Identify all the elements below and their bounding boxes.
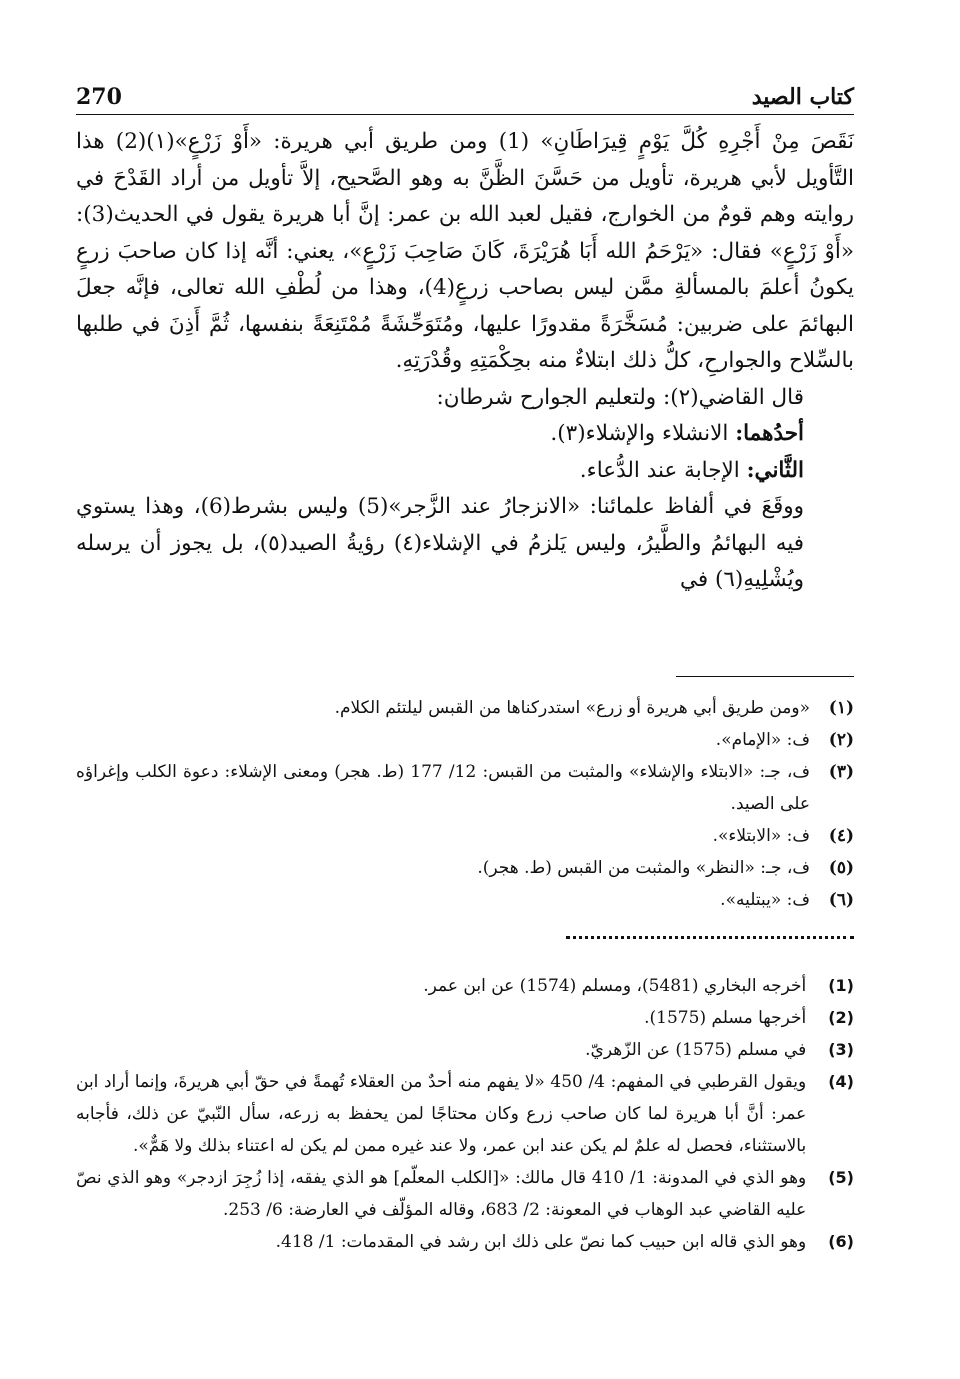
footnote-text: أخرجه البخاري (5481)، ومسلم (1574) عن ابن عمر.	[423, 976, 807, 996]
main-text	[76, 124, 854, 599]
footnote-text: أخرجها مسلم (1575).	[644, 1008, 807, 1028]
footnote-item	[76, 852, 854, 884]
footnote-number: (١)	[828, 698, 854, 718]
paragraph-1: نَقَصَ مِنْ أَجْرِهِ كُلَّ يَوْمٍ قِيرَاطَانِ» (1) ومن طريق أبي هريرة: «أَوْ زَرْعٍ»(١)(2) هذا التَّأويل لأبي هريرة، تأويل من حَسَّنَ الظَّنَّ به وهو الصَّحيح، إلاَّ تأويل من أراد القَدْحَ في روايته وهم قومٌ من الخوارج، فقيل لعبد الله بن عمر: إنَّ أبا هريرة يقول في الحديث(3): «أَوْ زَرْعٍ» فقال: «يَرْحَمُ الله أَبَا هُرَيْرَةَ، كَانَ صَاحِبَ زَرْعٍ»، يعني: أنَّه إذا كان صاحبَ زرعٍ يكونُ أعلمَ بالمسألةِ ممَّن ليس بصاحب زرعٍ(4)، وهذا من لُطْفِ الله تعالى، فإنَّه جعلَ البهائمَ على ضربين: مُسَخَّرَةً مقدورًا عليها، ومُتَوَحِّشَةً مُمْتَنِعَةً بنفسها، ثُمَّ أَذِنَ في طلبها بالسِّلاح والجوارحِ، كلُّ ذلك ابتلاءٌ منه بحِكْمَتِهِ وقُدْرَتِهِ.	[76, 129, 854, 373]
footnote-number: (٤)	[828, 826, 854, 846]
footnote-number: (٦)	[828, 890, 854, 910]
footnote-text: ف: «الإمام».	[715, 730, 810, 750]
footnote-number: (٢)	[828, 730, 854, 750]
footnote-item	[76, 1066, 854, 1162]
footnote-text: ف: «يبتليه».	[720, 890, 810, 910]
footnote-number: (2)	[828, 1008, 854, 1027]
footnote-item	[76, 1002, 854, 1034]
footnote-item	[76, 692, 854, 724]
footnote-text: في مسلم (1575) عن الزّهريّ.	[585, 1040, 807, 1060]
footnote-text: وهو الذي في المدونة: 1/ 410 قال مالك: «[الكلب المعلّم] هو الذي يفقه، إذا زُجِرَ ازدجر» وهو الذي نصّ عليه القاضي عبد الوهاب في المعونة: 2/ 683، وقاله المؤلّف في العارضة: 6/ 253.	[76, 1168, 807, 1220]
second-condition-label: الثَّاني:	[746, 457, 804, 483]
paragraph-2: قال القاضي(٢): ولتعليم الجوارح شرطان:	[436, 384, 804, 410]
footnote-item	[76, 1162, 854, 1226]
first-condition-text: الانشلاء والإشلاء(٣).	[550, 421, 736, 446]
footnote-item	[76, 1034, 854, 1066]
footnote-number: (3)	[828, 1040, 854, 1059]
running-title: كتاب الصيد	[751, 84, 854, 110]
footnote-item	[76, 820, 854, 852]
footnote-number: (5)	[828, 1168, 854, 1187]
footnote-text: ف، جـ: «النظر» والمثبت من القبس (ط. هجر).	[477, 858, 810, 878]
dotted-separator	[566, 936, 854, 939]
footnote-text: وهو الذي قاله ابن حبيب كما نصّ على ذلك ابن رشد في المقدمات: 1/ 418.	[275, 1232, 807, 1252]
footnote-text: ف: «الابتلاء».	[712, 826, 810, 846]
paragraph-3	[76, 416, 854, 453]
first-condition-label: أحدُهما:	[735, 421, 804, 446]
variant-footnotes	[76, 692, 854, 916]
footnote-item	[76, 1226, 854, 1258]
footnote-item	[76, 970, 854, 1002]
footnote-text: ف، جـ: «الابتلاء والإشلاء» والمثبت من القبس: 12/ 177 (ط. هجر) ومعنى الإشلاء: دعوة الكلب وإغراؤه على الصيد.	[76, 762, 811, 814]
footnote-text: «ومن طريق أبي هريرة أو زرع» استدركناها من القبس ليلتئم الكلام.	[334, 698, 810, 718]
footnote-number: (٥)	[828, 858, 854, 878]
footnote-item	[76, 724, 854, 756]
paragraph-4	[76, 453, 854, 490]
footnote-number: (1)	[828, 976, 854, 995]
footnote-separator	[676, 676, 854, 677]
footnote-number: (٣)	[828, 762, 854, 782]
second-condition-text: الإجابة عند الدُّعاء.	[579, 457, 747, 483]
paragraph-5: ووقَعَ في ألفاظ علمائنا: «الانزجارُ عند الزَّجر»(5) وليس بشرط(6)، وهذا يستوي فيه البهائمُ والطَّيرُ، وليس يَلزمُ في الإشلاء(٤) رؤيةُ الصيد(٥)، بل يجوز أن يرسله ويُشْلِيهِ(٦) في	[76, 494, 804, 592]
footnote-text: ويقول القرطبي في المفهم: 4/ 450 «لا يفهم منه أحدٌ من العقلاء تُهمةً في حقّ أبي هريرةَ، وإنما أراد ابن عمر: أنَّ أبا هريرة لما كان صاحب زرع وكان محتاجًا لمن يحفظ به زرعه، سأل النّبيّ عن ذلك، فأجابه بالاستثناء، فحصل له علمٌ لم يكن عند ابن عمر، ولا عند غيره ممن لم يكن له اعتناء بذلك ولا هَمٌّ».	[76, 1072, 807, 1156]
footnote-number: (4)	[828, 1072, 854, 1091]
source-footnotes	[76, 970, 854, 1258]
footnote-item	[76, 884, 854, 916]
page-header	[76, 84, 854, 115]
page-number: 270	[76, 84, 122, 110]
footnote-item	[76, 756, 854, 820]
footnote-number: (6)	[828, 1232, 854, 1251]
